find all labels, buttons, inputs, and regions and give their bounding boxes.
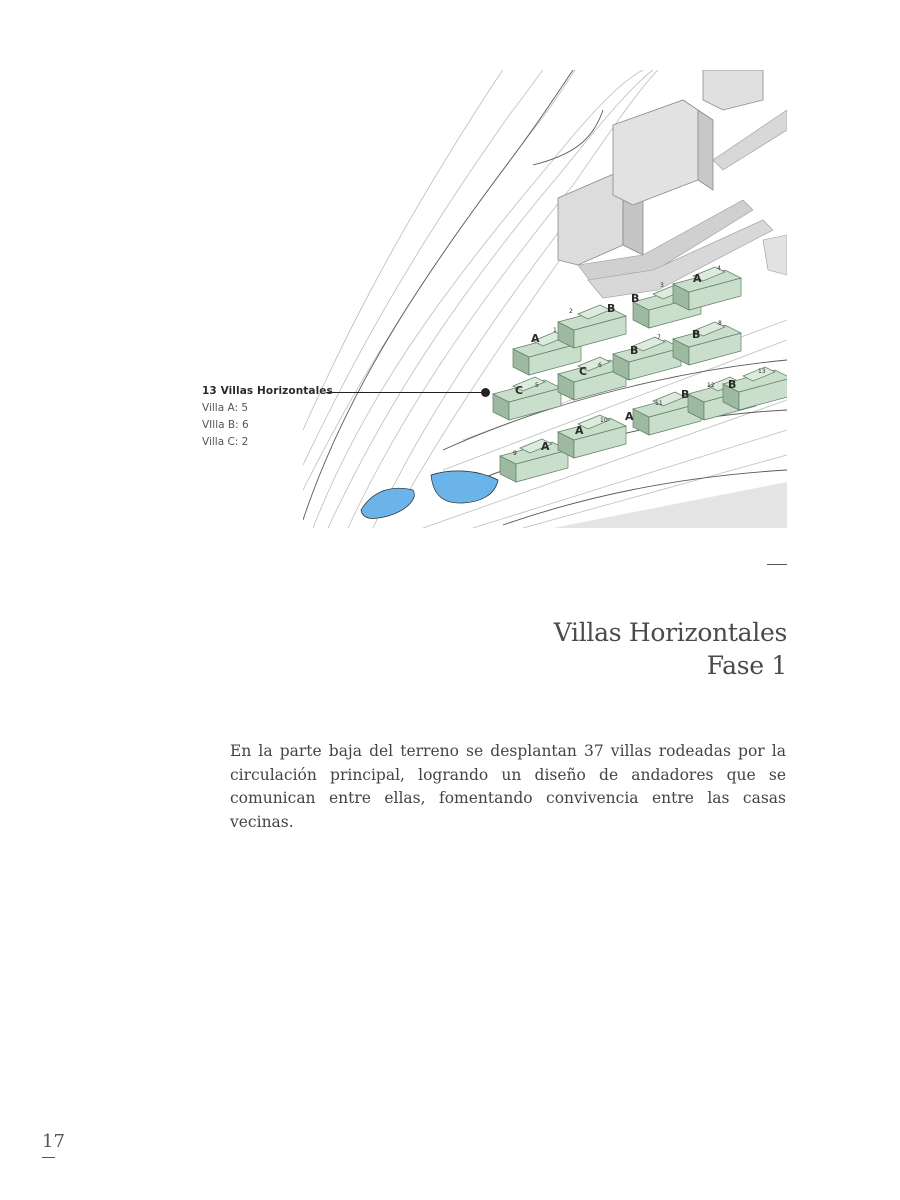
villa-type-label: A	[531, 332, 540, 345]
villa-type-label: A	[541, 440, 550, 453]
villa-type-label: B	[631, 292, 640, 305]
villa-number-label: 10	[600, 417, 608, 424]
villa-number-label: 7	[657, 334, 661, 341]
villa-number-label: 13	[758, 368, 766, 375]
page-number-underline	[42, 1157, 55, 1158]
villa-type-label: A	[625, 410, 634, 423]
heading-line-2: Fase 1	[706, 651, 787, 680]
villa-type-label: B	[681, 388, 690, 401]
villa-number-label: 6	[598, 362, 602, 369]
section-heading	[554, 616, 787, 682]
villa-type-label: C	[579, 365, 588, 378]
villas-legend	[202, 385, 333, 448]
legend-leader-line	[326, 392, 486, 393]
villa-type-label: B	[607, 302, 616, 315]
site-plan-drawing	[303, 70, 787, 528]
villa-number-label: 4	[717, 265, 721, 272]
legend-item-villa-b: VIlla B: 6	[202, 419, 249, 431]
legend-item-villa-c: Villa C: 2	[202, 436, 249, 448]
legend-leader-dot	[481, 388, 490, 397]
villa-type-label: C	[515, 384, 524, 397]
legend-title: 13 Villas Horizontales	[202, 385, 333, 397]
site-plan-figure	[303, 70, 787, 528]
villa-number-label: 3	[660, 282, 664, 289]
villa-number-label: 5	[535, 382, 539, 389]
villa-type-label: B	[692, 328, 701, 341]
body-paragraph: En la parte baja del terreno se desplantan 37 villas rodeadas por la circulación principal, logrando un diseño de andadores que se comunican entre ellas, fomentando convivencia entre las casas vecinas.	[230, 742, 786, 831]
villa-type-label: B	[630, 344, 639, 357]
villa-number-label: 1	[553, 327, 557, 334]
villa-number-label: 9	[513, 450, 517, 457]
villa-number-label: 12	[707, 382, 715, 389]
villa-type-label: A	[693, 272, 702, 285]
page-number: 17	[42, 1131, 65, 1152]
villa-type-label: A	[575, 424, 584, 437]
villa-type-label: B	[728, 378, 737, 391]
legend-item-villa-a: Villa A: 5	[202, 402, 249, 414]
villa-number-label: 11	[655, 400, 663, 407]
villa-number-label: 8	[718, 320, 722, 327]
villa-number-label: 2	[569, 308, 573, 315]
section-divider	[767, 564, 787, 565]
heading-line-1: Villas Horizontales	[553, 618, 787, 647]
